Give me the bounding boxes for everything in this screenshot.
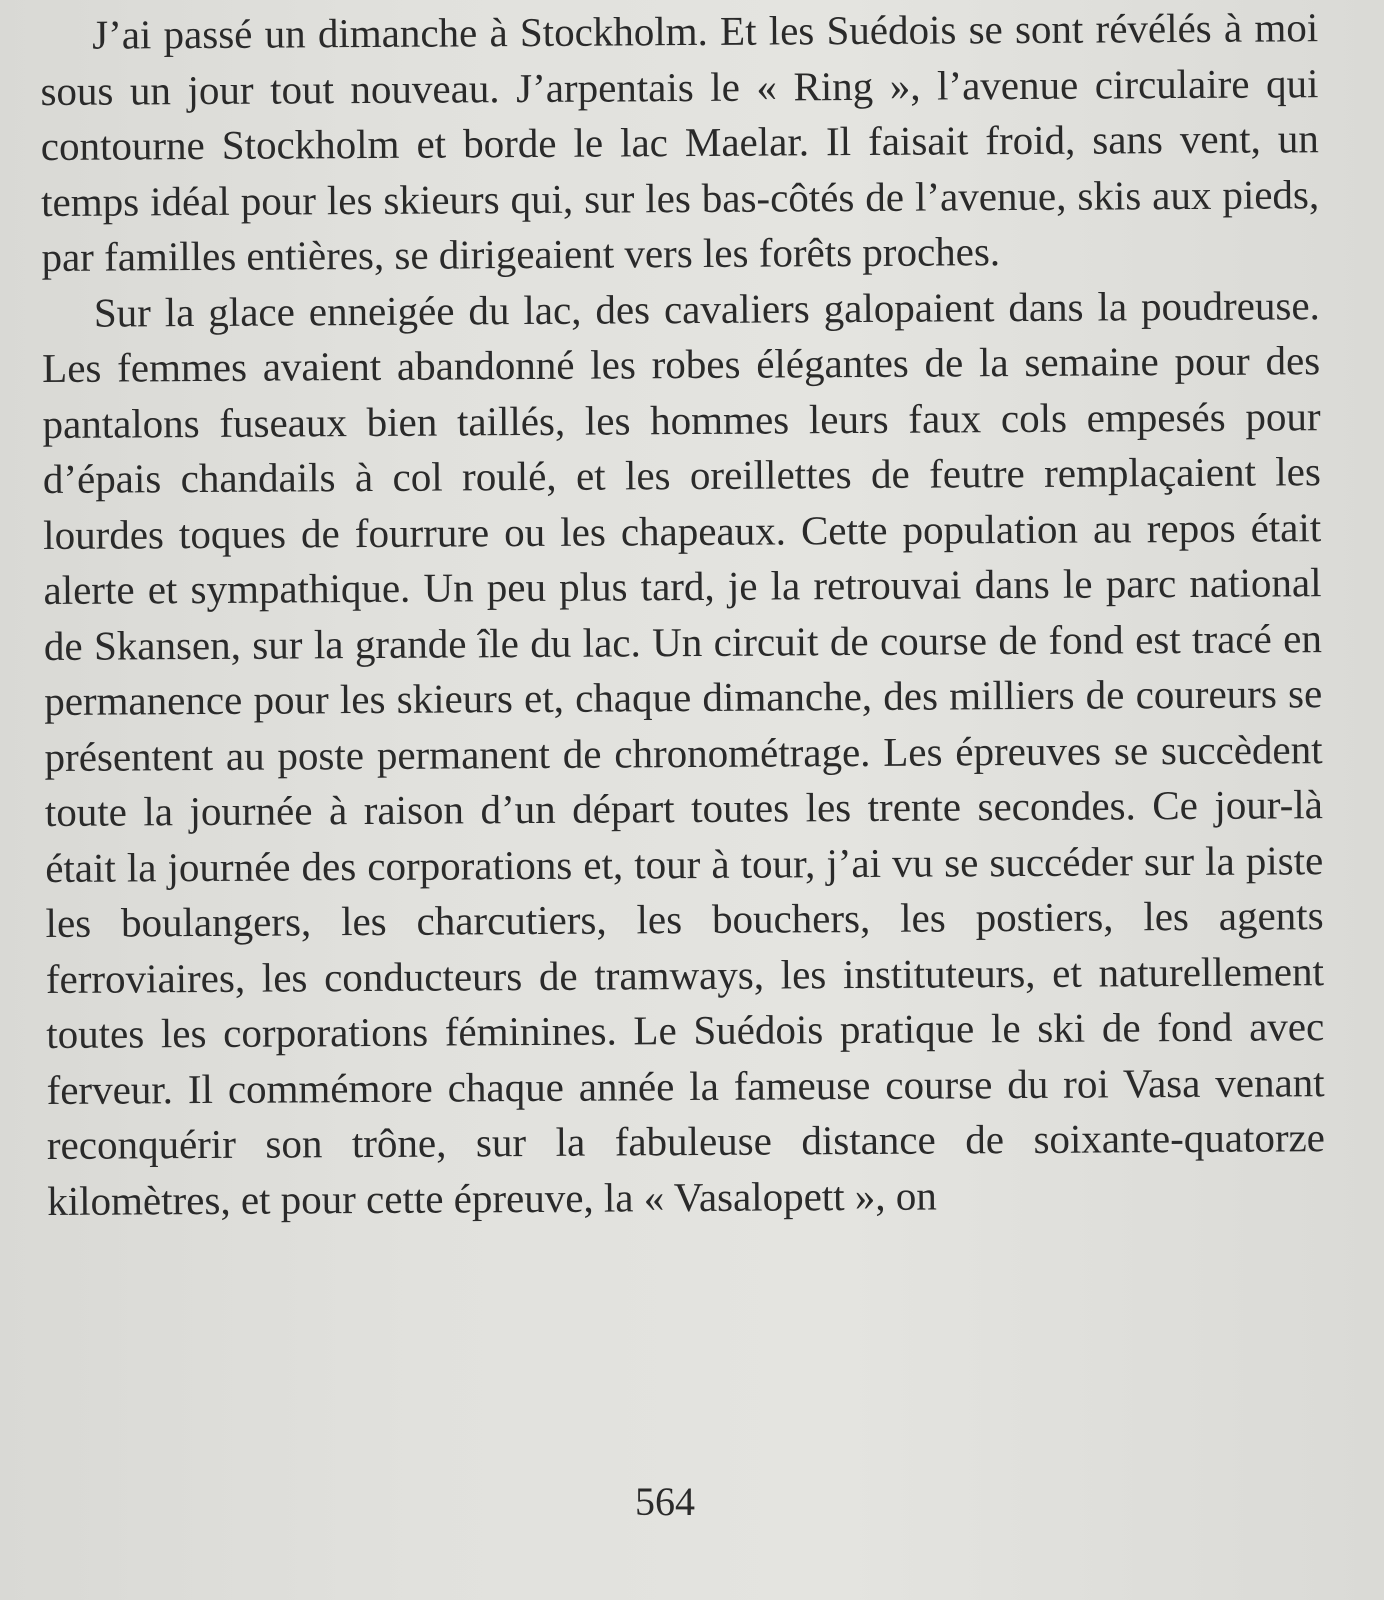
paragraph-1: J’ai passé un dimanche à Stockholm. Et les Suédois se sont révélés à moi sous un jour tout nouveau. J’arpentais le « Ring », l’avenue circulaire qui contourne Stockholm et borde le lac Maelar. Il faisait froid, sans vent, un temps idéal pour les skieurs qui, sur les bas-côtés de l’avenue, skis aux pieds, par familles entières, se dirigeaient vers les forêts proches. [40, 4, 1320, 280]
page-number: 564 [635, 1479, 695, 1524]
paragraph-2: Sur la glace enneigée du lac, des cavaliers galopaient dans la poudreuse. Les femmes avaient abandonné les robes élégantes de la semaine pour des pantalons fuseaux bien taillés, les hommes leurs faux cols empesés pour d’épais chandails à col roulé, et les oreillettes de feutre remplaçaient les lourdes toques de fourrure ou les chapeaux. Cette population au repos était alerte et sympathique. Un peu plus tard, je la retrouvai dans le parc national de Skansen, sur la grande île du lac. Un circuit de course de fond est tracé en permanence pour les skieurs et, chaque dimanche, des milliers de coureurs se présentent au poste permanent de chronométrage. Les épreuves se succèdent toute la journée à raison d’un départ toutes les trente secondes. Ce jour-là était la journée des corporations et, tour à tour, j’ai vu se succéder sur la piste les boulangers, les charcutiers, les bouchers, les postiers, les agents ferroviaires, les conducteurs de tramways, les instituteurs, et naturellement toutes les corporations féminines. Le Suédois pratique le ski de fond avec ferveur. Il commémore chaque année la fameuse course du roi Vasa venant reconquérir son trône, sur la fabuleuse distance de soixante-quatorze kilomètres, et pour cette épreuve, la « Vasalopett », on [42, 281, 1326, 1224]
body-text [40, 0, 1325, 1229]
